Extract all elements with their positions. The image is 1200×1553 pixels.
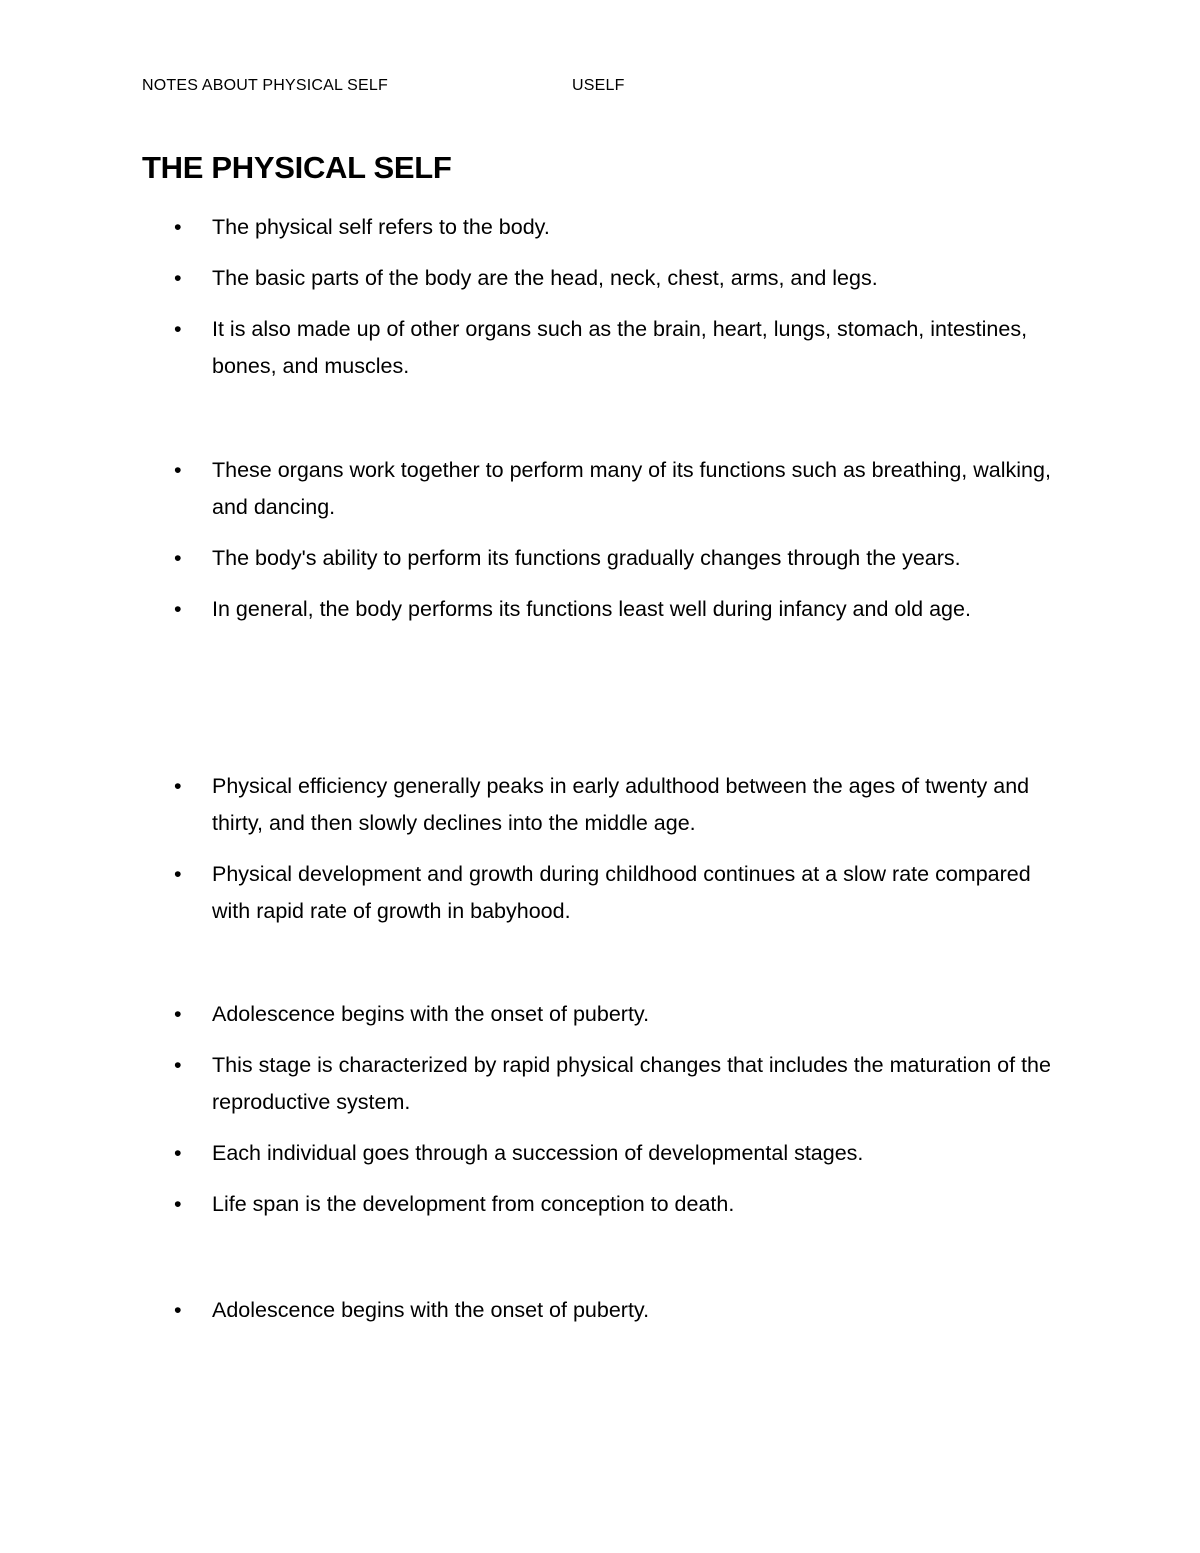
list-item xyxy=(0,540,1200,577)
bullet-icon: • xyxy=(174,1192,182,1216)
list-item xyxy=(0,452,1200,526)
list-item xyxy=(0,1135,1200,1172)
list-item-text: Adolescence begins with the onset of puberty. xyxy=(212,1298,650,1322)
page-title: THE PHYSICAL SELF xyxy=(142,150,452,185)
list-item xyxy=(0,209,1200,246)
bullet-group-1 xyxy=(0,209,1200,399)
bullet-icon: • xyxy=(174,1141,182,1165)
list-item-text: The physical self refers to the body. xyxy=(212,215,550,239)
list-item xyxy=(0,260,1200,297)
bullet-icon: • xyxy=(174,546,182,570)
list-item xyxy=(0,591,1200,628)
list-item-text: It is also made up of other organs such as the brain, heart, lungs, stomach, intestines, bones, and muscles. xyxy=(212,317,1028,378)
bullet-icon: • xyxy=(174,317,182,341)
bullet-icon: • xyxy=(174,215,182,239)
list-item xyxy=(0,996,1200,1033)
header-left: NOTES ABOUT PHYSICAL SELF xyxy=(142,77,388,94)
bullet-icon: • xyxy=(174,597,182,621)
bullet-icon: • xyxy=(174,1298,182,1322)
list-item-text: The body's ability to perform its functions gradually changes through the years. xyxy=(212,546,961,570)
list-item xyxy=(0,768,1200,842)
list-item-text: Physical development and growth during childhood continues at a slow rate compared with rapid rate of growth in babyhood. xyxy=(212,862,1031,923)
list-item-text: Physical efficiency generally peaks in early adulthood between the ages of twenty and thirty, and then slowly declines into the middle age. xyxy=(212,774,1030,835)
bullet-icon: • xyxy=(174,862,182,886)
list-item xyxy=(0,1186,1200,1223)
header-right: USELF xyxy=(572,77,625,94)
bullet-group-4 xyxy=(0,996,1200,1237)
list-item-text: This stage is characterized by rapid physical changes that includes the maturation of the reproductive system. xyxy=(212,1053,1051,1114)
list-item xyxy=(0,856,1200,930)
list-item-text: The basic parts of the body are the head, neck, chest, arms, and legs. xyxy=(212,266,878,290)
list-item-text: Each individual goes through a succession of developmental stages. xyxy=(212,1141,864,1165)
bullet-icon: • xyxy=(174,1002,182,1026)
list-item-text: In general, the body performs its functions least well during infancy and old age. xyxy=(212,597,971,621)
bullet-group-3 xyxy=(0,768,1200,944)
list-item xyxy=(0,1292,1200,1329)
list-item-text: Adolescence begins with the onset of puberty. xyxy=(212,1002,650,1026)
list-item xyxy=(0,311,1200,385)
bullet-icon: • xyxy=(174,458,182,482)
bullet-icon: • xyxy=(174,1053,182,1077)
list-item-text: Life span is the development from conception to death. xyxy=(212,1192,735,1216)
list-item xyxy=(0,1047,1200,1121)
list-item-text: These organs work together to perform many of its functions such as breathing, walking, and dancing. xyxy=(212,458,1051,519)
bullet-icon: • xyxy=(174,266,182,290)
bullet-group-5 xyxy=(0,1292,1200,1343)
bullet-group-2 xyxy=(0,452,1200,642)
bullet-icon: • xyxy=(174,774,182,798)
